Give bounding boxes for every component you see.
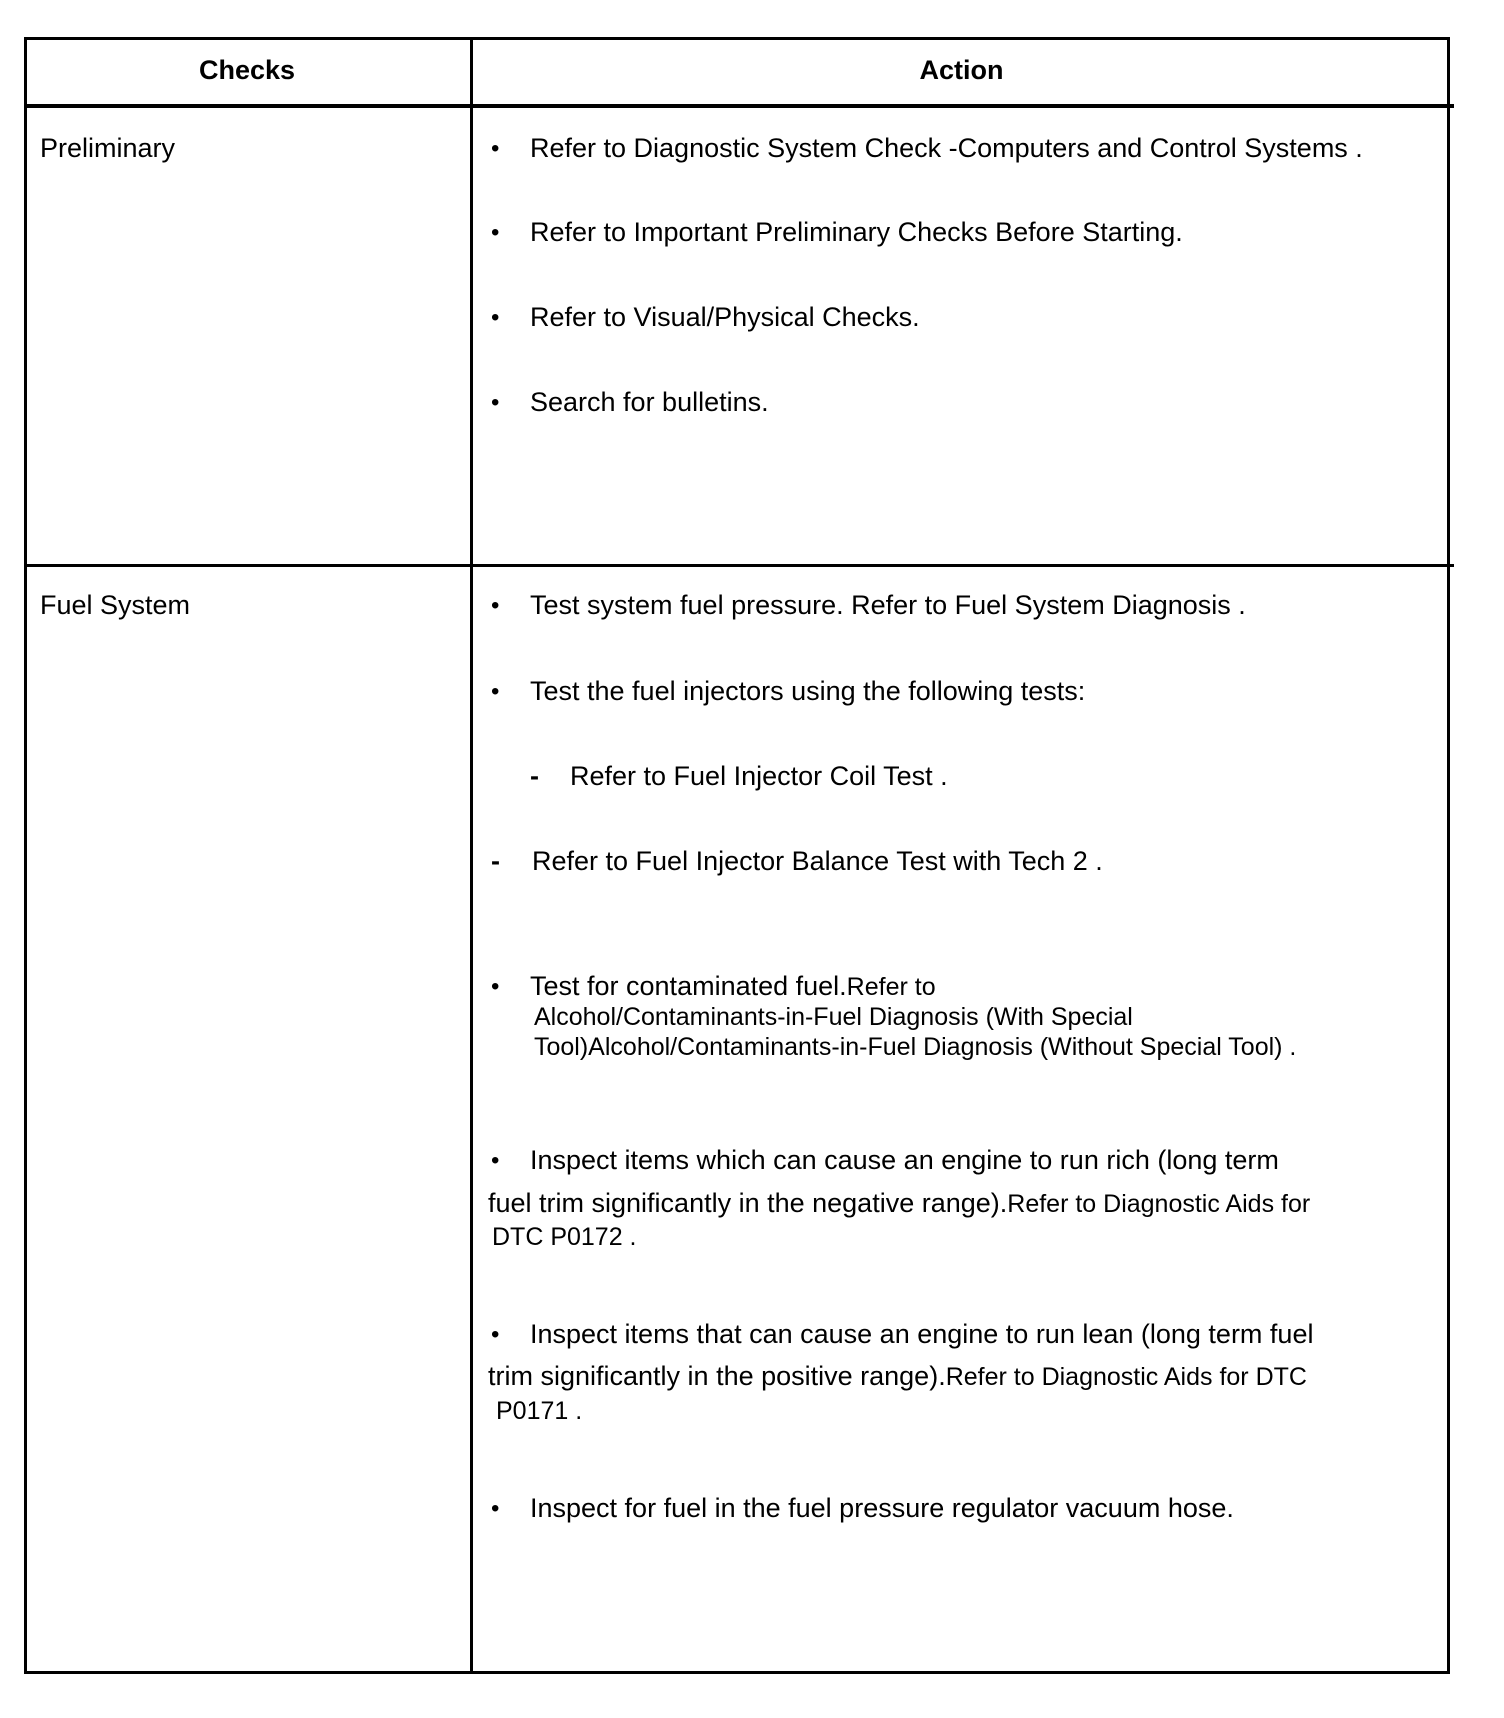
check-preliminary: Preliminary [40,133,176,163]
action-reference-line: DTC P0172 . [492,1223,637,1251]
bullet: • [491,135,500,162]
bullet: • [491,1147,500,1174]
header-action: Action [919,55,1004,85]
check-fuel-system: Fuel System [40,590,191,620]
bullet: • [491,1321,500,1348]
action-text: trim significantly in the positive range). [488,1361,946,1391]
action-reference: Refer to [846,973,936,1001]
bullet: • [491,389,500,416]
bullet: • [491,219,500,246]
action-item-continued [488,1361,1307,1392]
action-item: Search for bulletins. [530,387,769,417]
action-item-continued [488,1188,1310,1219]
bullet: • [491,304,500,331]
bullet: • [491,678,500,705]
bullet: • [491,592,500,619]
action-reference-line: P0171 . [496,1397,583,1425]
dash: - [530,761,539,791]
action-item [530,971,936,1002]
column-divider [470,37,473,1674]
action-item: Inspect items that can cause an engine to run lean (long term fuel [530,1319,1314,1349]
diagnostic-checks-table [24,37,1454,1678]
action-item: Test system fuel pressure. Refer to Fuel System Diagnosis . [530,590,1246,620]
action-text: fuel trim significantly in the negative range). [488,1188,1008,1218]
action-item: Test the fuel injectors using the following tests: [530,676,1086,706]
action-reference-line: Tool)Alcohol/Contaminants-in-Fuel Diagnosis (Without Special Tool) . [534,1033,1297,1061]
action-item: Refer to Diagnostic System Check -Computers and Control Systems . [530,133,1363,163]
dash: - [491,846,500,876]
action-item: Inspect items which can cause an engine to run rich (long term [530,1145,1279,1175]
action-reference-line: Alcohol/Contaminants-in-Fuel Diagnosis (With Special [534,1003,1133,1031]
header-checks: Checks [198,55,296,85]
bullet: • [491,973,500,1000]
action-reference: Refer to Diagnostic Aids for DTC [945,1363,1307,1391]
row-divider [24,564,1454,567]
action-subitem: Refer to Fuel Injector Coil Test . [570,761,948,791]
action-lead: Test for contaminated fuel. [530,971,847,1001]
action-item: Inspect for fuel in the fuel pressure regulator vacuum hose. [530,1493,1234,1523]
header-divider [24,104,1454,108]
action-item: Refer to Important Preliminary Checks Before Starting. [530,217,1183,247]
action-reference: Refer to Diagnostic Aids for [1007,1190,1311,1218]
action-item: Refer to Visual/Physical Checks. [530,302,920,332]
bullet: • [491,1495,500,1522]
action-subitem: Refer to Fuel Injector Balance Test with Tech 2 . [532,846,1103,876]
